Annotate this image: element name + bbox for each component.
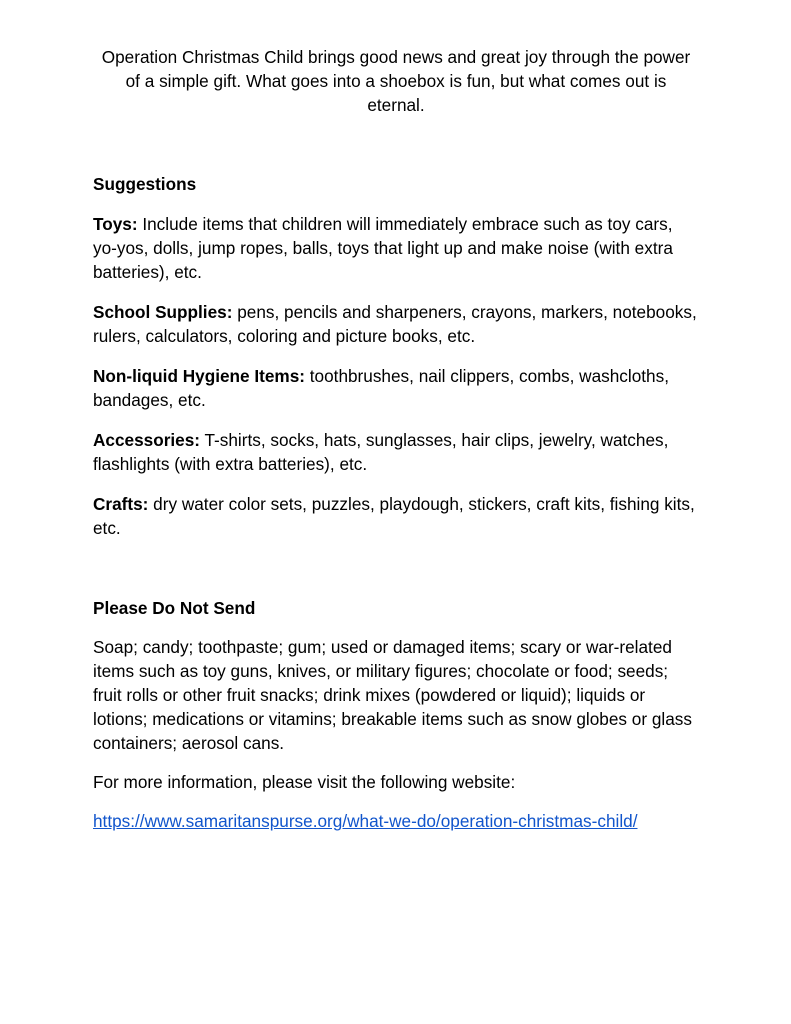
suggestion-label: Non-liquid Hygiene Items: [93,366,305,386]
suggestion-text: toothbrushes, nail clippers, combs, washcloths, bandages, etc. [93,366,669,410]
suggestion-text: pens, pencils and sharpeners, crayons, markers, notebooks, rulers, calculators, coloring and picture books, etc. [93,302,697,346]
do-not-send-heading: Please Do Not Send [93,598,256,618]
website-link[interactable]: https://www.samaritanspurse.org/what-we-do/operation-christmas-child/ [93,811,638,831]
suggestion-text: dry water color sets, puzzles, playdough, stickers, craft kits, fishing kits, etc. [93,494,695,538]
suggestion-label: Toys: [93,214,138,234]
intro-paragraph: Operation Christmas Child brings good news and great joy through the power of a simple gift. What goes into a shoebox is fun, but what comes out is eternal. [101,47,691,115]
suggestion-toys [93,212,699,284]
more-info-text: For more information, please visit the following website: [93,772,516,792]
suggestions-heading: Suggestions [93,174,197,194]
suggestion-label: Crafts: [93,494,149,514]
document-content [93,45,699,833]
suggestion-label: Accessories: [93,430,201,450]
suggestion-school-supplies [93,300,699,348]
website-link-row [93,809,699,833]
suggestion-accessories [93,428,699,476]
suggestion-text: Include items that children will immediately embrace such as toy cars, yo-yos, dolls, jump ropes, balls, toys that light up and make noise (with extra batteries), etc. [93,214,673,282]
do-not-send-list: Soap; candy; toothpaste; gum; used or damaged items; scary or war-related items such as toy guns, knives, or military figures; chocolate or food; seeds; fruit rolls or other fruit snacks; drink mixes (powdered or liquid); liquids or lotions; medications or vitamins; breakable items such as snow globes or glass containers; aerosol cans. [93,637,692,753]
suggestion-text: T-shirts, socks, hats, sunglasses, hair clips, jewelry, watches, flashlights (with extra batteries), etc. [93,430,669,474]
suggestion-label: School Supplies: [93,302,233,322]
suggestion-crafts [93,492,699,540]
suggestion-hygiene-items [93,364,699,412]
